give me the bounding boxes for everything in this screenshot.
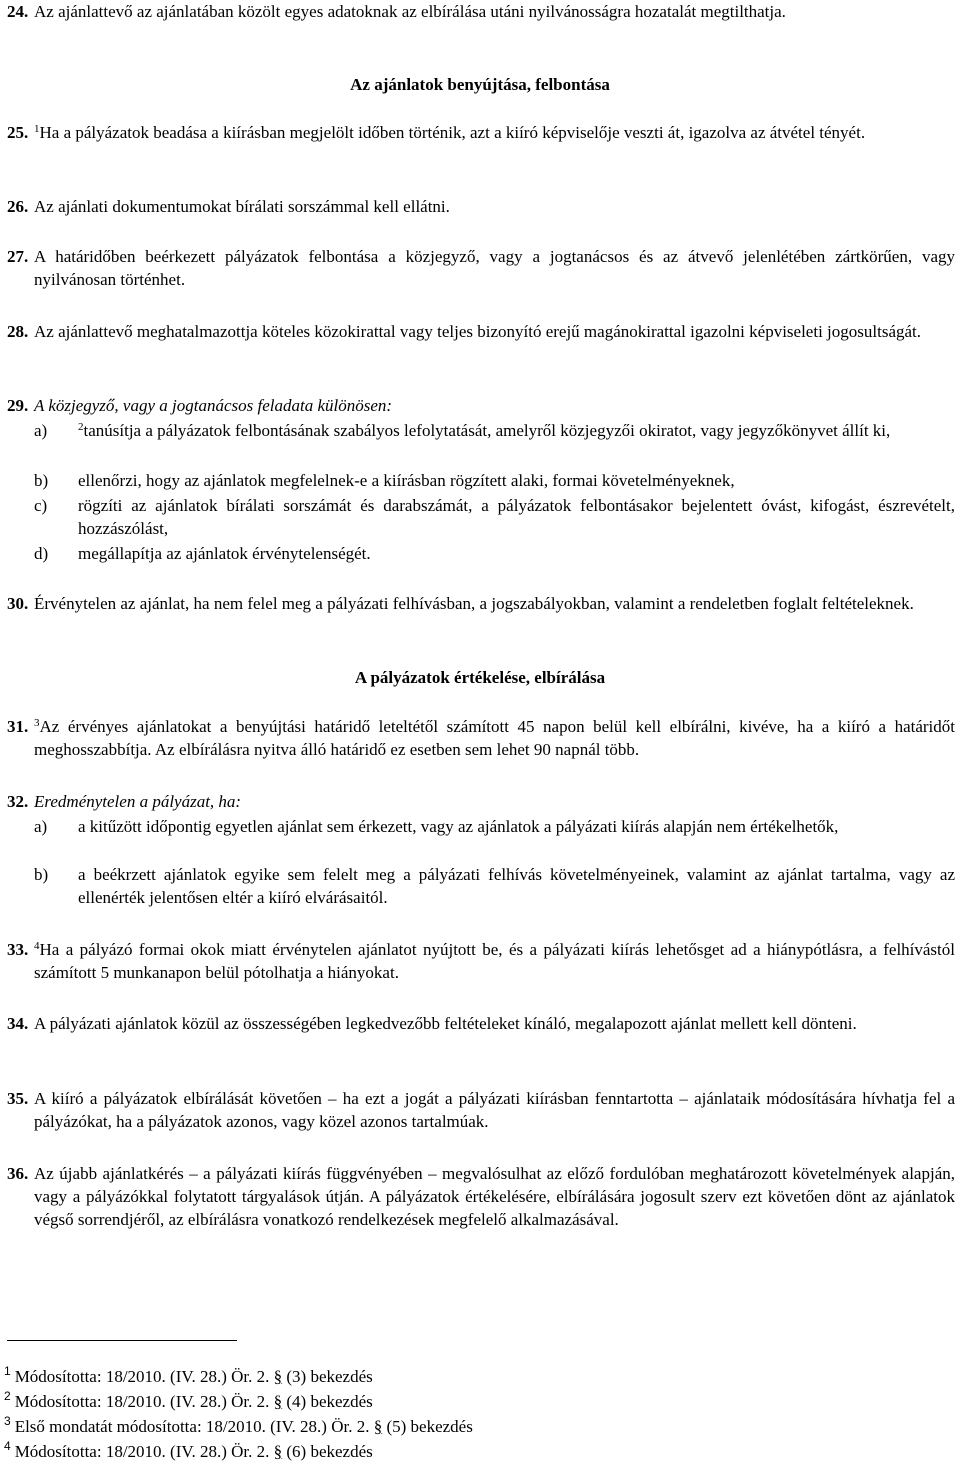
footnote-text: Módosította: 18/2010. (IV. 28.) Ör. 2. — [14, 1367, 270, 1386]
list-text: tanúsítja a pályázatok felbontásának szabályos lefolytatását, amelyről közjegyzői okiratot, vagy jegyzőkönyvet állít ki, — [83, 421, 891, 440]
list-letter: c) — [34, 496, 48, 515]
paragraph-text: Az ajánlati dokumentumokat bírálati sorszámmal kell ellátni. — [34, 197, 450, 216]
paragraph-25 — [7, 121, 955, 144]
list-letter: b) — [34, 471, 49, 490]
paragraph-29 — [7, 394, 955, 417]
paragraph-number: 25. — [7, 123, 29, 142]
paragraph-body — [34, 121, 955, 144]
paragraph-number: 24. — [7, 2, 29, 21]
footnote-4 — [4, 1441, 373, 1464]
list-body — [78, 419, 955, 442]
paragraph-text: A határidőben beérkezett pályázatok felbontása a közjegyző, vagy a jogtanácsos és az átvevő jelenlétében zártkörűen, vagy nyilvánosan történhet. — [34, 247, 955, 289]
paragraph-27 — [7, 245, 955, 291]
list-item-29a — [34, 419, 955, 442]
footnote-ref[interactable]: 2 — [78, 421, 84, 433]
footnote-text-end: (5) bekezdés — [386, 1417, 473, 1436]
paragraph-36 — [7, 1162, 955, 1231]
paragraph-number: 36. — [7, 1164, 29, 1183]
footnote-3 — [4, 1416, 473, 1439]
list-text: a kitűzött időpontig egyetlen ajánlat sem érkezett, vagy az ajánlatok a pályázati kiírás alapján nem értékelhetők, — [78, 817, 839, 836]
paragraph-text: Az ajánlattevő az ajánlatában közölt egyes adatoknak az elbírálása utáni nyilvánosságra hozatalát megtilthatja. — [34, 2, 786, 21]
paragraph-32 — [7, 790, 955, 813]
footnote-ref[interactable]: 1 — [34, 123, 40, 135]
paragraph-35 — [7, 1087, 955, 1133]
paragraph-number: 26. — [7, 197, 29, 216]
list-letter: b) — [34, 865, 49, 884]
paragraph-number: 29. — [7, 396, 29, 415]
paragraph-number: 33. — [7, 940, 29, 959]
paragraph-body — [34, 938, 955, 984]
paragraph-text: Az érvényes ajánlatokat a benyújtási határidő leteltétől számított 45 napon belül kell elbírálni, kivéve, ha a kiíró a határidőt meghosszabbítja. Az elbírálásra nyitva álló határidő ez esetben sem lehet 90 napnál több. — [34, 717, 955, 759]
paragraph-number: 28. — [7, 322, 29, 341]
section-symbol: § — [273, 1442, 283, 1461]
paragraph-31 — [7, 715, 955, 761]
paragraph-text: Ha a pályázó formai okok miatt érvénytelen ajánlatot nyújtott be, és a pályázati kiírás lehetősget ad a hiánypótlásra, a felhívástól számított 5 munkanapon belül pótolhatja a hiányokat. — [34, 940, 955, 982]
paragraph-body — [34, 715, 955, 761]
paragraph-number: 32. — [7, 792, 29, 811]
footnote-ref[interactable]: 3 — [34, 717, 40, 729]
footnote-text-end: (4) bekezdés — [286, 1392, 373, 1411]
list-letter: a) — [34, 421, 48, 440]
paragraph-intro: A közjegyző, vagy a jogtanácsos feladata különösen: — [34, 396, 393, 415]
paragraph-33 — [7, 938, 955, 984]
section-heading-submission: Az ajánlatok benyújtása, felbontása — [350, 75, 610, 94]
footnote-mark: 3 — [4, 1414, 11, 1428]
footnote-text: Első mondatát módosította: 18/2010. (IV. 28.) Ör. 2. — [14, 1417, 370, 1436]
paragraph-24 — [7, 0, 955, 23]
footnote-separator — [7, 1340, 237, 1341]
section-symbol: § — [373, 1417, 383, 1436]
footnote-text: Módosította: 18/2010. (IV. 28.) Ör. 2. — [14, 1442, 270, 1461]
paragraph-number: 27. — [7, 247, 29, 266]
list-text: rögzíti az ajánlatok bírálati sorszámát és darabszámát, a pályázatok felbontásakor bejelentett óvást, kifogást, észrevételt, hozzászólást, — [78, 496, 955, 538]
footnote-1 — [4, 1366, 373, 1389]
list-item-29b — [34, 469, 955, 492]
paragraph-text: Az ajánlattevő meghatalmazottja köteles közokirattal vagy teljes bizonyító erejű magánokirattal igazolni képviseleti jogosultságát. — [34, 322, 922, 341]
paragraph-number: 34. — [7, 1014, 29, 1033]
paragraph-text: A pályázati ajánlatok közül az összességében legkedvezőbb feltételeket kínáló, megalapozott ajánlat mellett kell dönteni. — [34, 1014, 857, 1033]
footnote-mark: 1 — [4, 1364, 11, 1378]
list-letter: a) — [34, 817, 48, 836]
paragraph-30 — [7, 592, 955, 615]
list-text: ellenőrzi, hogy az ajánlatok megfelelnek-e a kiírásban rögzített alaki, formai követelményeknek, — [78, 471, 735, 490]
footnote-text-end: (6) bekezdés — [286, 1442, 373, 1461]
section-symbol: § — [273, 1367, 283, 1386]
paragraph-text: A kiíró a pályázatok elbírálását követően – ha ezt a jogát a pályázati kiírásban fenntartotta – ajánlataik módosítására hívhatja fel a pályázókat, ha a pályázatok azonos, vagy közel azonos tartalmúak. — [34, 1089, 955, 1131]
footnote-2 — [4, 1391, 373, 1414]
paragraph-number: 30. — [7, 594, 29, 613]
footnote-ref[interactable]: 4 — [34, 940, 40, 952]
list-item-32a — [34, 815, 955, 838]
list-item-29d — [34, 542, 955, 565]
paragraph-text: Érvénytelen az ajánlat, ha nem felel meg a pályázati felhívásban, a jogszabályokban, valamint a rendeletben foglalt feltételeknek. — [34, 594, 914, 613]
paragraph-number: 35. — [7, 1089, 29, 1108]
paragraph-26 — [7, 195, 955, 218]
paragraph-number: 31. — [7, 717, 29, 736]
footnote-mark: 4 — [4, 1439, 11, 1453]
footnote-mark: 2 — [4, 1389, 11, 1403]
list-text: a beékrzett ajánlatok egyike sem felelt meg a pályázati felhívás követelményeinek, valamint az ajánlat tartalma, vagy az ellenérték jelentősen eltér a kiíró elvárásaitól. — [78, 865, 955, 907]
footnote-text-end: (3) bekezdés — [286, 1367, 373, 1386]
list-item-29c — [34, 494, 955, 540]
paragraph-text: Az újabb ajánlatkérés – a pályázati kiírás függvényében – megvalósulhat az előző fordulóban meghatározott követelmények alapján, vagy a pályázókkal folytatott tárgyalások útján. A pályázatok értékelésére, elbírálására jogosult szerv ezt követően dönt az ajánlatok végső sorrendjéről, az elbírálásra vonatkozó rendelkezések megfelelő alkalmazásával. — [34, 1164, 955, 1229]
list-letter: d) — [34, 544, 49, 563]
list-item-32b — [34, 863, 955, 909]
section-symbol: § — [273, 1392, 283, 1411]
paragraph-intro: Eredménytelen a pályázat, ha: — [34, 792, 242, 811]
section-heading-evaluation: A pályázatok értékelése, elbírálása — [354, 668, 606, 687]
paragraph-28 — [7, 320, 955, 343]
footnote-text: Módosította: 18/2010. (IV. 28.) Ör. 2. — [14, 1392, 270, 1411]
paragraph-text: Ha a pályázatok beadása a kiírásban megjelölt időben történik, azt a kiíró képviselője veszti át, igazolva az átvétel tényét. — [39, 123, 866, 142]
paragraph-34 — [7, 1012, 955, 1035]
list-text: megállapítja az ajánlatok érvénytelenségét. — [78, 544, 371, 563]
